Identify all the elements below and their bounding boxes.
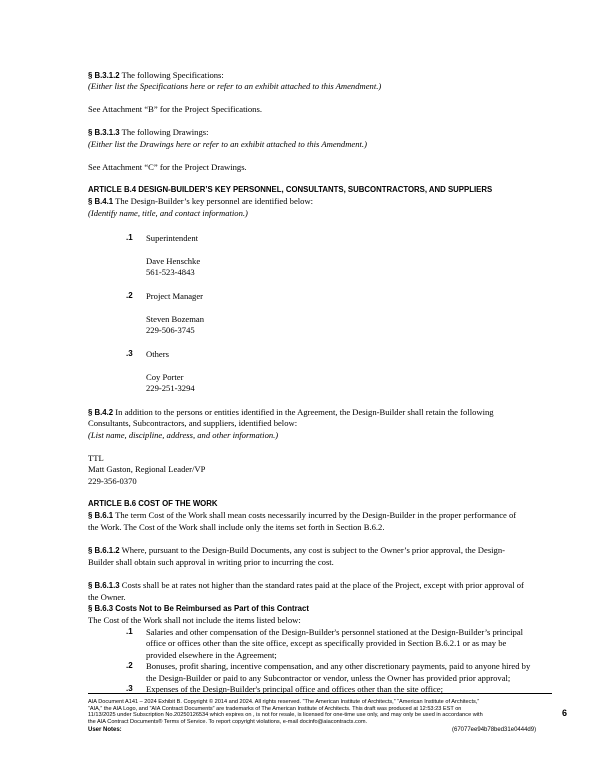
section-b42-instruction: (List name, discipline, address, and other information.)	[88, 430, 279, 440]
personnel-number: .1	[126, 233, 133, 242]
section-number: § B.3.1.3	[88, 128, 120, 137]
personnel-role: Superintendent	[146, 233, 199, 243]
list-item-line: Salaries and other compensation of the Design-Builder's personnel stationed at the Design-Builder’s principal	[146, 627, 524, 637]
section-b61-line2: the Work. The Cost of the Work shall include only the items set forth in Section B.6.2.	[88, 522, 385, 532]
personnel-phone: 229-506-3745	[146, 325, 195, 335]
section-b613-line2: the Owner.	[88, 592, 126, 602]
list-item-line: office or offices other than the site office, except as specifically provided in Section B.6.2.1 or as may be	[146, 638, 507, 648]
section-b313-instruction: (Either list the Drawings here or refer to an exhibit attached to this Amendment.)	[88, 139, 367, 149]
article-b4-heading: ARTICLE B.4 DESIGN-BUILDER’S KEY PERSONNEL, CONSULTANTS, SUBCONTRACTORS, AND SUPPLIERS	[88, 185, 493, 194]
personnel-number: .3	[126, 349, 133, 358]
section-b63-heading: § B.6.3 Costs Not to Be Reimbursed as Part of this Contract	[88, 604, 309, 613]
article-b6-heading: ARTICLE B.6 COST OF THE WORK	[88, 499, 218, 508]
personnel-role: Others	[146, 349, 169, 359]
section-text: The following Specifications:	[119, 70, 224, 80]
section-b312	[88, 70, 224, 81]
personnel-name: Steven Bozeman	[146, 314, 204, 324]
personnel-phone: 561-523-4843	[146, 267, 195, 277]
list-item-number: .1	[126, 627, 133, 636]
footer-copyright-line: AIA Document A141 – 2024 Exhibit B. Copyright © 2014 and 2024. All rights reserved. “The American Institute of Architects,” “American Institute of Architects,”	[88, 699, 480, 705]
page-number: 6	[562, 708, 568, 718]
document-id: (67077ee94b78bed31e0444d9)	[452, 727, 537, 733]
personnel-phone: 229-251-3294	[146, 383, 195, 393]
section-b312-instruction: (Either list the Specifications here or refer to an exhibit attached to this Amendment.)	[88, 81, 382, 91]
list-item-number: .2	[126, 661, 133, 670]
section-b312-response: See Attachment “B” for the Project Specifications.	[88, 104, 262, 114]
section-text: The Design-Builder’s key personnel are identified below:	[113, 196, 314, 206]
list-item-line: the Design-Builder or paid to any Subcontractor or vendor, unless the Owner has provided prior approval;	[146, 673, 511, 683]
section-b42-line2: Consultants, Subcontractors, and suppliers, identified below:	[88, 418, 298, 428]
section-b61	[88, 510, 516, 521]
user-notes-label: User Notes:	[88, 727, 122, 733]
personnel-name: Dave Henschke	[146, 256, 201, 266]
section-number: § B.3.1.2	[88, 71, 120, 80]
personnel-number: .2	[126, 291, 133, 300]
list-item-line: Bonuses, profit sharing, incentive compensation, and any other discretionary payments, paid to anyone hired by	[146, 661, 531, 671]
consultant-line: Matt Gaston, Regional Leader/VP	[88, 464, 206, 474]
footer-copyright-line: the AIA Contract Documents® Terms of Service. To report copyright violations, e-mail docinfo@aiacontracts.com.	[88, 718, 368, 725]
footer-divider	[88, 693, 552, 694]
section-text: In addition to the persons or entities identified in the Agreement, the Design-Builder shall retain the following	[113, 407, 494, 417]
section-b613	[88, 580, 524, 591]
section-b612-line2: Builder shall obtain such approval in writing prior to incurring the cost.	[88, 557, 334, 567]
section-b42	[88, 407, 494, 418]
personnel-name: Coy Porter	[146, 372, 184, 382]
section-number: § B.6.1.2	[88, 546, 120, 555]
footer-copyright-line: “AIA,” the AIA Logo, and “AIA Contract Documents” are trademarks of The American Institute of Architects. This draft was produced at 12:53:23 EST on	[88, 705, 462, 712]
section-b612	[88, 545, 505, 556]
personnel-role: Project Manager	[146, 291, 204, 301]
section-text: Where, pursuant to the Design-Build Documents, any cost is subject to the Owner’s prior approval, the Design-	[119, 545, 506, 555]
consultant-line: 229-356-0370	[88, 476, 137, 486]
section-b63-intro: The Cost of the Work shall not include the items listed below:	[88, 615, 301, 625]
list-item-line: Expenses of the Design-Builder's principal office and offices other than the site office;	[146, 684, 443, 694]
list-item-line: provided elsewhere in the Agreement;	[146, 650, 277, 660]
section-b41-instruction: (Identify name, title, and contact information.)	[88, 208, 248, 218]
section-b41	[88, 196, 313, 207]
consultant-line: TTL	[88, 453, 104, 463]
section-number: § B.4.1	[88, 197, 114, 206]
section-text: The following Drawings:	[119, 127, 209, 137]
section-b313	[88, 127, 209, 138]
section-text: Costs shall be at rates not higher than the standard rates paid at the place of the Project, except with prior approval of	[119, 580, 524, 590]
footer-copyright-line: 11/13/2025 under Subscription No.20250126534 which expires on , is not for resale, is licensed for one-time use only, and may only be used in accordance with	[88, 712, 483, 718]
list-item-number: .3	[126, 684, 133, 693]
section-text: The term Cost of the Work shall mean costs necessarily incurred by the Design-Builder in the proper performance of	[113, 510, 517, 520]
section-number: § B.4.2	[88, 408, 114, 417]
section-number: § B.6.1	[88, 511, 114, 520]
section-number: § B.6.1.3	[88, 581, 120, 590]
section-b313-response: See Attachment “C” for the Project Drawings.	[88, 162, 247, 172]
